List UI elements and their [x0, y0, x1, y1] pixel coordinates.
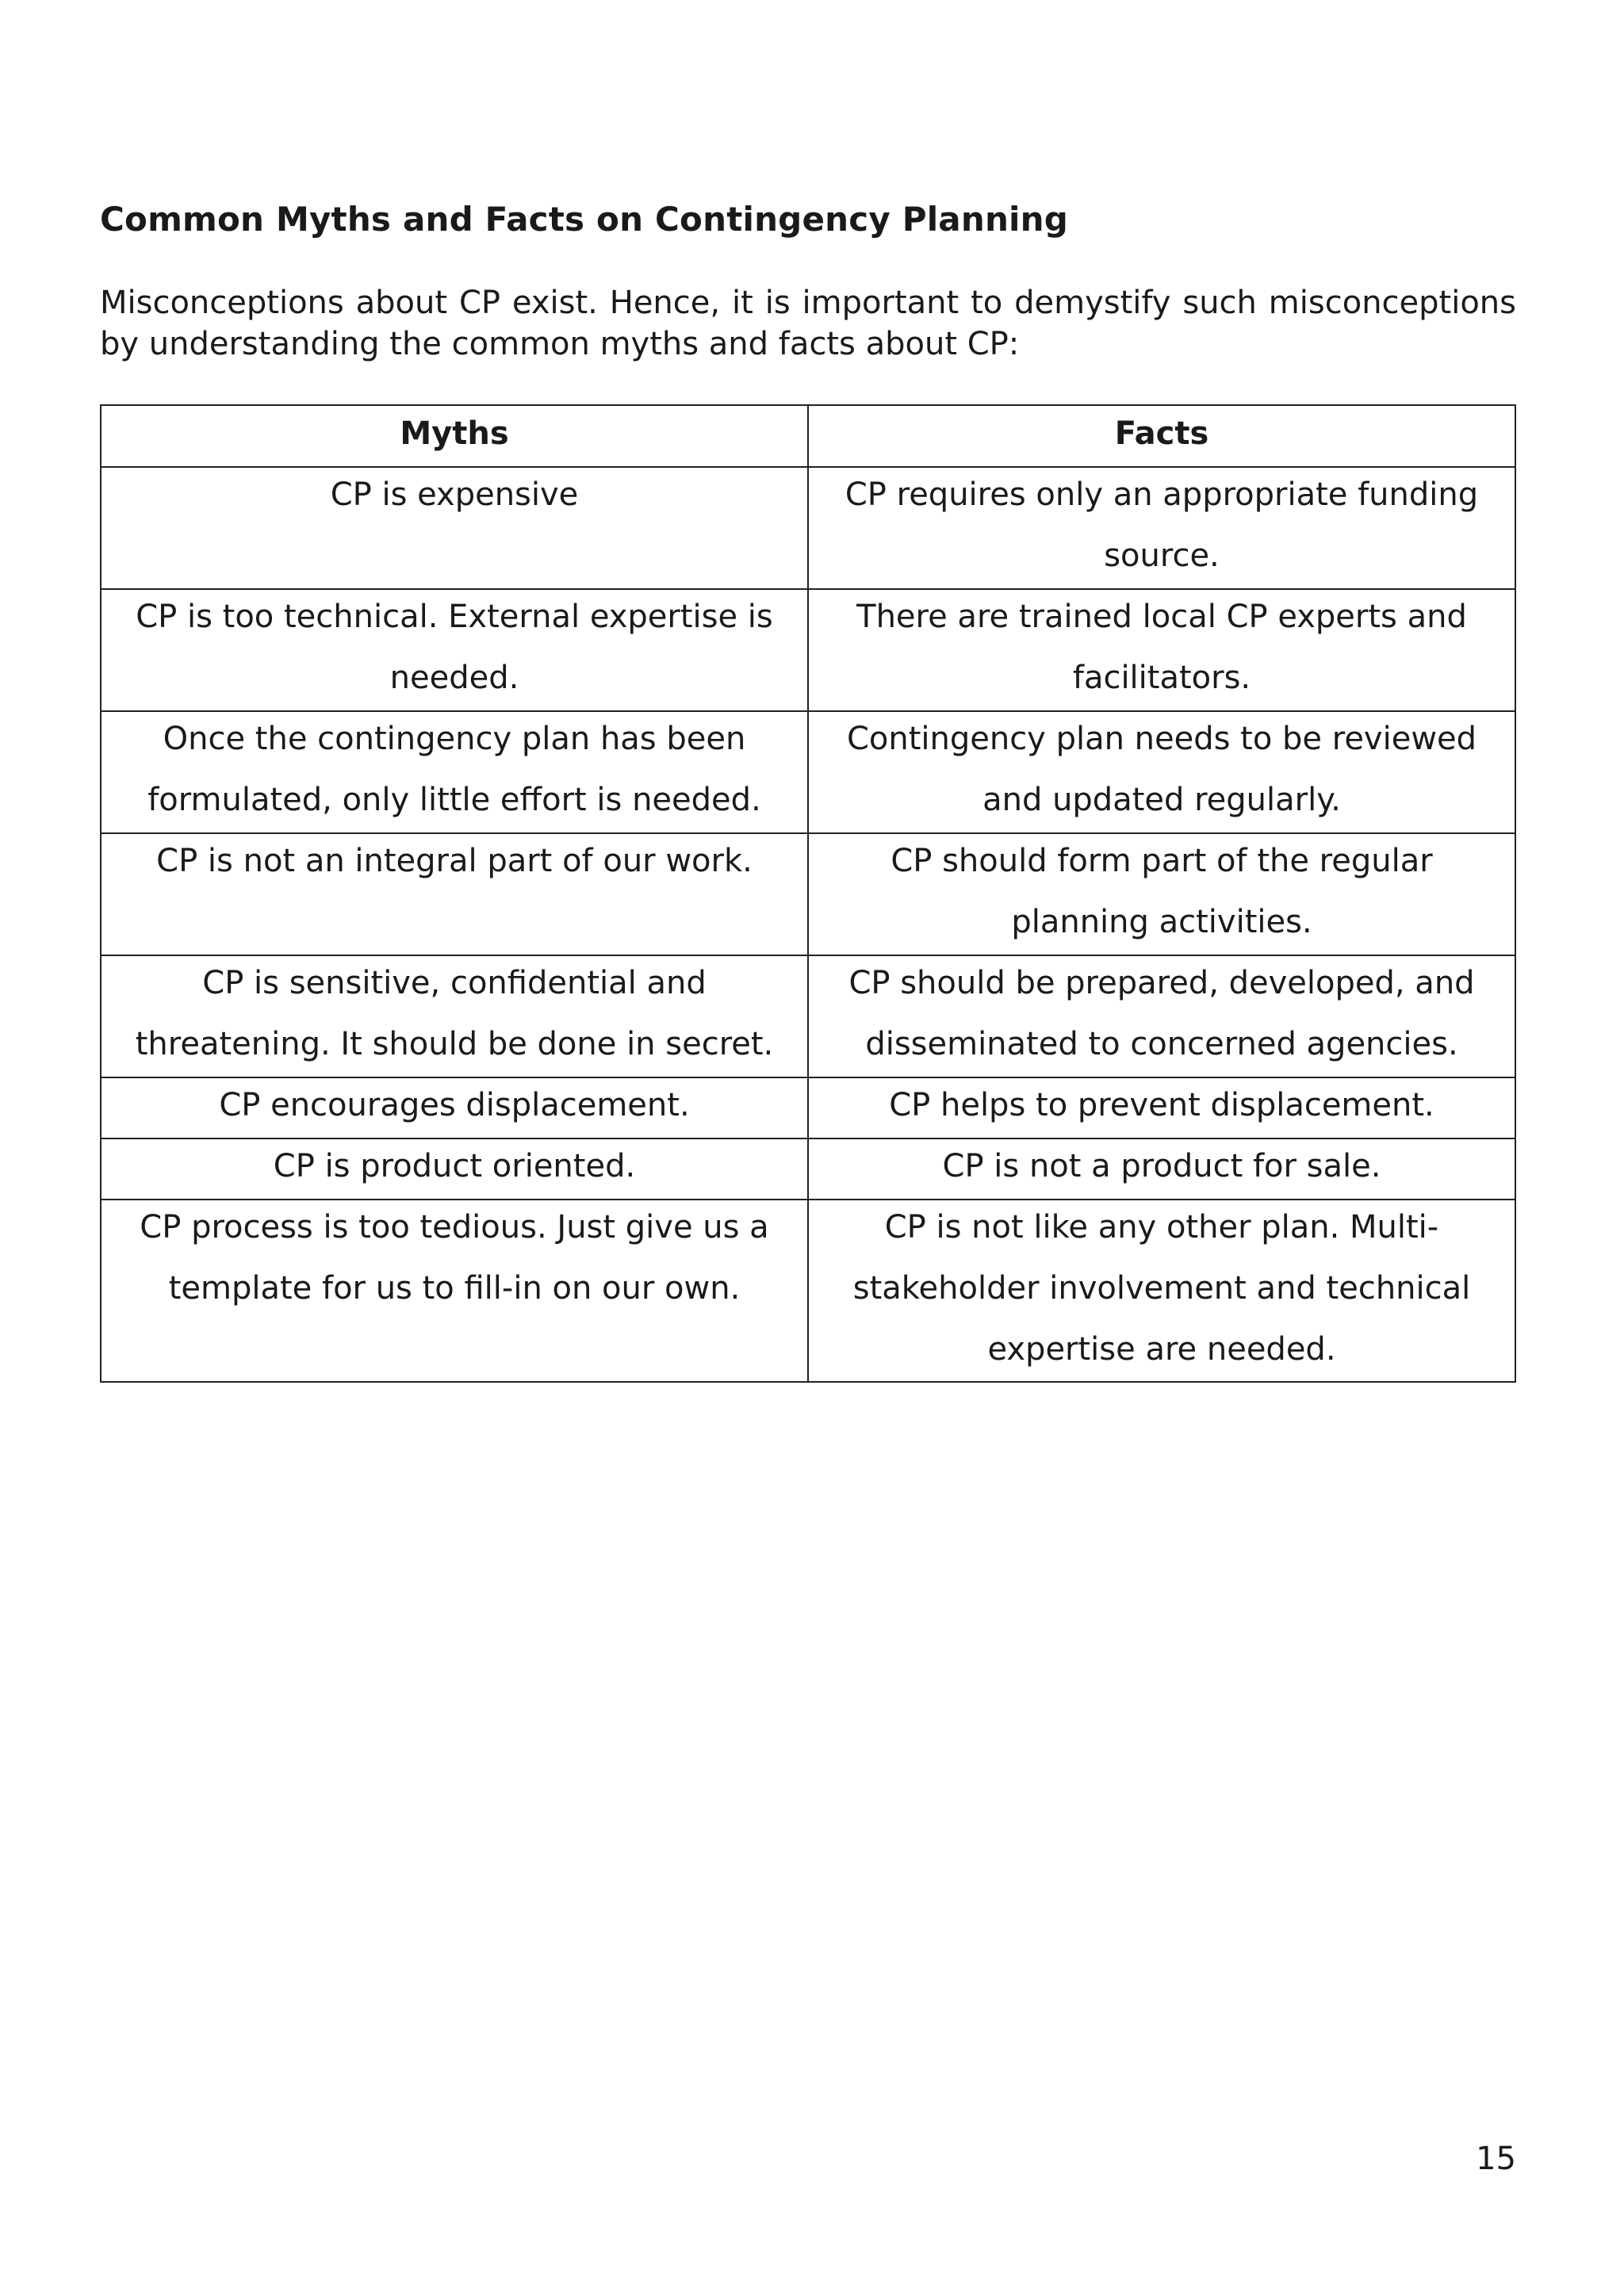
table-row: [101, 1200, 1515, 1382]
table-row: [101, 589, 1515, 711]
header-myths: Myths: [101, 405, 808, 467]
intro-paragraph: Misconceptions about CP exist. Hence, it is important to demystify such misconceptions by understanding the common myths and facts about CP:: [100, 285, 1516, 362]
myth-cell: CP is sensitive, confidential and threatening. It should be done in secret.: [101, 955, 808, 1077]
myths-facts-table: [100, 404, 1516, 1383]
myth-cell: CP is product oriented.: [101, 1138, 808, 1200]
myth-cell: CP encourages displacement.: [101, 1077, 808, 1138]
table-row: [101, 711, 1515, 833]
fact-cell: CP helps to prevent displacement.: [808, 1077, 1515, 1138]
fact-cell: CP should be prepared, developed, and disseminated to concerned agencies.: [808, 955, 1515, 1077]
myth-cell: CP process is too tedious. Just give us a template for us to fill-in on our own.: [101, 1200, 808, 1382]
table-row: [101, 955, 1515, 1077]
table-row: [101, 833, 1515, 955]
myth-cell: CP is not an integral part of our work.: [101, 833, 808, 955]
fact-cell: Contingency plan needs to be reviewed and updated regularly.: [808, 711, 1515, 833]
fact-cell: CP should form part of the regular planning activities.: [808, 833, 1515, 955]
section-heading: Common Myths and Facts on Contingency Planning: [100, 200, 1069, 239]
myth-cell: CP is too technical. External expertise is needed.: [101, 589, 808, 711]
page-number: 15: [1476, 2141, 1516, 2177]
myth-cell: CP is expensive: [101, 467, 808, 589]
fact-cell: CP requires only an appropriate funding source.: [808, 467, 1515, 589]
table-row: [101, 467, 1515, 589]
table-row: [101, 1077, 1515, 1138]
myth-cell: Once the contingency plan has been formulated, only little effort is needed.: [101, 711, 808, 833]
header-facts: Facts: [808, 405, 1515, 467]
fact-cell: CP is not like any other plan. Multi-stakeholder involvement and technical expertise are needed.: [808, 1200, 1515, 1382]
fact-cell: CP is not a product for sale.: [808, 1138, 1515, 1200]
table-header-row: [101, 405, 1515, 467]
table-row: [101, 1138, 1515, 1200]
fact-cell: There are trained local CP experts and facilitators.: [808, 589, 1515, 711]
